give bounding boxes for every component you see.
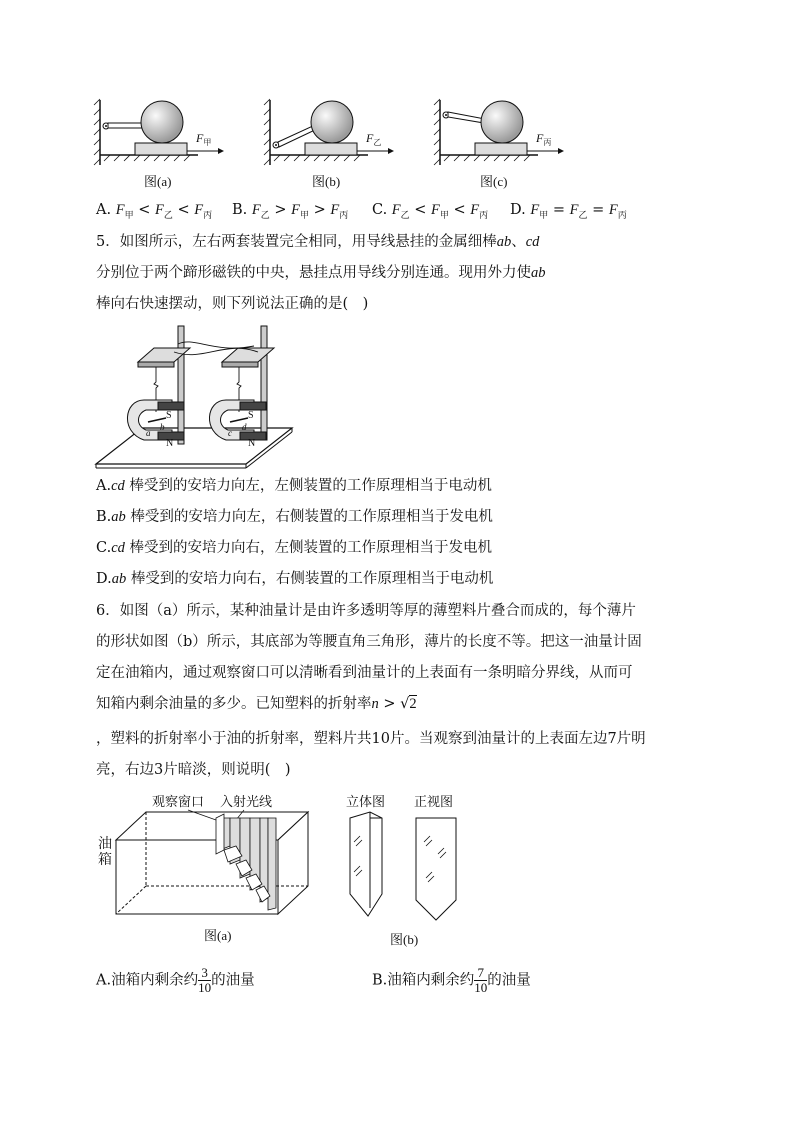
fig5-label-s-left: S	[166, 410, 172, 421]
q5-stem-line-3: 棒向右快速摆动，则下列说法正确的是( )	[96, 296, 369, 312]
sqrt-sign-icon: √	[400, 696, 410, 712]
force-a-label: $F_甲$	[196, 131, 212, 147]
q5-option-d[interactable]: D.ab 棒受到的安培力向右，右侧装置的工作原理相当于电动机	[96, 571, 494, 587]
q4-option-c[interactable]: C. $F_乙 < F_甲 < F_丙$	[372, 202, 489, 221]
fig6-caption-a: 图(a)	[204, 928, 232, 943]
q5-stem-line-1: 5．如图所示，左右两套装置完全相同，用导线悬挂的金属细棒ab、cd	[96, 234, 540, 250]
caption-fig-a: 图(a)	[144, 174, 172, 189]
q6-stem-line-5: ，塑料的折射率小于油的折射率，塑料片共10片。当观察到油量计的上表面左边7片明	[96, 731, 646, 747]
q6-stem-line-4: 知箱内剩余油量的多少。已知塑料的折射率n > √2	[96, 696, 417, 712]
setup-a	[94, 99, 224, 165]
fig5-label-b: b	[160, 422, 165, 432]
q6-stem-line-6: 亮，右边3片暗淡，则说明( )	[96, 762, 291, 778]
fig6-label-tank-1: 油	[98, 837, 112, 852]
q6-option-a[interactable]: A.油箱内剩余约 $\frac{3}{10}$ 的油量	[96, 965, 255, 995]
fig5-label-c: c	[228, 428, 232, 438]
q6-stem-line-1: 6．如图（a）所示，某种油量计是由许多透明等厚的薄塑料片叠合而成的，每个薄片	[96, 603, 636, 619]
caption-fig-c: 图(c)	[480, 174, 508, 189]
figure-plate-views	[340, 790, 470, 950]
fig5-label-n-left: N	[166, 438, 174, 449]
fig6-label-window: 观察窗口	[152, 794, 205, 809]
fig5-label-s-right: S	[248, 410, 254, 421]
fig5-label-d: d	[242, 422, 247, 432]
figure-oil-tank	[96, 790, 316, 945]
setup-c	[434, 99, 564, 165]
fig5-label-a: a	[146, 428, 151, 438]
q5-stem-line-2: 分别位于两个蹄形磁铁的中央，悬挂点用导线分别连通。现用外力使ab	[96, 265, 546, 281]
fraction-7-10: $\frac{7}{10}$	[474, 965, 488, 995]
fig5-label-n-right: N	[248, 438, 256, 449]
fig6-label-tank-2: 箱	[98, 853, 112, 868]
force-c-label: $F_丙$	[536, 131, 552, 147]
q5-option-a[interactable]: A.cd 棒受到的安培力向左，左侧装置的工作原理相当于电动机	[96, 478, 492, 494]
caption-fig-b: 图(b)	[312, 174, 341, 189]
fraction-3-10: $\frac{3}{10}$	[198, 965, 212, 995]
q4-option-b[interactable]: B. $F_乙 > F_甲 > F_丙$	[232, 202, 349, 221]
q6-stem-line-3: 定在油箱内，通过观察窗口可以清晰看到油量计的上表面有一条明暗分界线，从而可	[96, 665, 633, 681]
q4-option-d[interactable]: D. $F_甲 = F_乙 = F_丙$	[510, 202, 627, 221]
q4-option-a[interactable]: A. $F_甲 < F_乙 < F_丙$	[96, 202, 213, 221]
setup-b	[264, 99, 394, 165]
figure-magnet-setups	[94, 322, 294, 470]
force-b-label: $F_乙$	[366, 131, 382, 147]
fig6-label-front-view: 正视图	[414, 794, 454, 809]
fig6-label-3d-view: 立体图	[346, 794, 386, 809]
q6-option-b[interactable]: B.油箱内剩余约 $\frac{7}{10}$ 的油量	[372, 965, 531, 995]
q6-stem-line-2: 的形状如图（b）所示，其底部为等腰直角三角形，薄片的长度不等。把这一油量计固	[96, 634, 642, 650]
fig6-label-ray: 入射光线	[220, 794, 273, 809]
q5-option-c[interactable]: C.cd 棒受到的安培力向右，左侧装置的工作原理相当于发电机	[96, 540, 492, 556]
figure-wall-ball-setups	[90, 95, 650, 195]
q5-option-b[interactable]: B.ab 棒受到的安培力向左，右侧装置的工作原理相当于发电机	[96, 509, 493, 525]
fig6-caption-b: 图(b)	[390, 932, 419, 947]
